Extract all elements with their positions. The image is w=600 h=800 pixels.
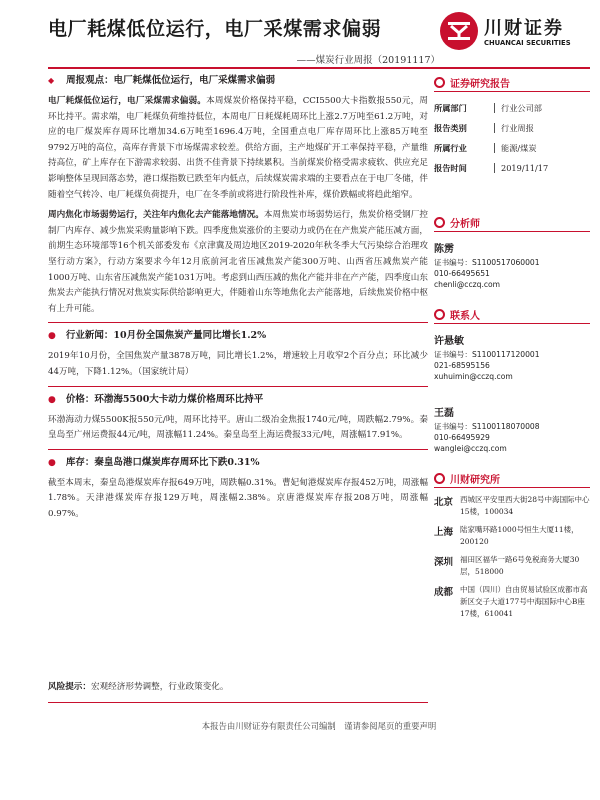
section-title: 价格：环渤海5500大卡动力煤价格周环比持平 xyxy=(65,393,264,405)
analyst-name: 陈雳 xyxy=(434,244,454,255)
analyst-cert: 证书编号：S1100517060001 xyxy=(434,258,540,267)
analyst-email[interactable]: chenli@cczq.com xyxy=(434,280,501,289)
contact-cert: 证书编号：S1100118070008 xyxy=(434,422,540,431)
paragraph-inventory: 截至本周末，秦皇岛港煤炭库存报649万吨，周跌幅0.31%。曹妃甸港煤炭库存报452万吨，周涨幅1.78%。天津港煤炭库存报129万吨，周涨幅2.38%。京唐港煤炭库存报208万吨，周涨幅0.97%。 xyxy=(48,477,428,519)
contact-name: 王磊 xyxy=(434,408,454,419)
section-news xyxy=(48,329,428,343)
info-row: 所属部门 行业公司部 xyxy=(434,103,542,113)
bullet-icon: ● xyxy=(48,457,56,468)
header-divider xyxy=(48,67,590,69)
section-inventory xyxy=(48,456,428,470)
contact-phone: 021-68595156 xyxy=(434,361,490,370)
main-column xyxy=(48,74,428,527)
office-item: 北京 西城区平安里西大街28号中海国际中心15楼，100034 xyxy=(434,495,590,516)
contact-name: 许悬敏 xyxy=(434,336,464,347)
sidebar-heading-analyst: 分析师 xyxy=(434,214,590,232)
paragraph-coke: 周内焦化市场弱势运行，关注年内焦化去产能落地情况。本周焦炭市场弱势运行，焦炭价格受钢厂控制厂内库存、减少焦炭采购量影响下跌。四季度焦炭涨价的主要动力或仍在在产焦炭产能压减方面，前期生态环境部等16个机关部委发布《京津冀及周边地区2019-2020年秋冬季大气污染综合治理攻坚行动方案》，行动方案要求今年12月底前河北省压减焦炭产能300万吨、山西省压减焦炭产能1000万吨、山东省压减焦炭产能1031万吨。考虑到山西压减的焦化产能并非在产产能，四季度山东焦炭去产能执行情况对焦炭实际供给影响更大，伴随着山东等地焦化去产能落地，后续焦炭价格中枢有上升可能。 xyxy=(48,210,428,314)
bullet-icon: ● xyxy=(48,331,56,342)
section-title: 库存：秦皇岛港口煤炭库存周环比下跌0.31% xyxy=(65,456,260,468)
section-divider xyxy=(48,386,428,387)
section-divider xyxy=(48,322,428,323)
paragraph-news: 2019年10月份，全国焦炭产量3878万吨，同比增长1.2%，增速较上月收窄2个百分点；环比减少44万吨，下降1.12%。（国家统计局） xyxy=(48,351,428,377)
sidebar-heading-report: 证券研究报告 xyxy=(434,74,590,92)
info-row: 报告时间 2019/11/17 xyxy=(434,163,549,173)
sidebar-heading-office: 川财研究所 xyxy=(434,470,590,488)
section-divider xyxy=(48,449,428,450)
risk-warning: 风险提示：宏观经济形势调整，行业政策变化。 xyxy=(48,682,229,692)
office-item: 上海 陆家嘴环路1000号恒生大厦11楼，200120 xyxy=(434,525,579,546)
diamond-bullet-icon: ◆ xyxy=(48,76,55,85)
office-item: 成都 中国（四川）自由贸易试验区成都市高新区交子大道177号中海国际中心B座17楼，610041 xyxy=(434,585,588,618)
section-price xyxy=(48,393,428,407)
info-row: 所属行业 能源/煤炭 xyxy=(434,143,537,153)
report-subtitle: ——煤炭行业周报（20191117） xyxy=(296,55,440,66)
contact-cert: 证书编号：S1100117120001 xyxy=(434,350,540,359)
paragraph-price: 环渤海动力煤5500K报550元/吨，周环比持平。唐山二级冶金焦报1740元/吨，周跌幅2.79%。秦皇岛至广州运费报44元/吨，周涨幅11.24%。秦皇岛至上海运费报33元/吨，周涨幅17.91%。 xyxy=(48,414,428,441)
footer-disclaimer: 本报告由川财证券有限责任公司编制 谨请参阅尾页的重要声明 xyxy=(201,721,437,731)
sidebar-heading-contact: 联系人 xyxy=(434,306,590,324)
paragraph-coal: 电厂耗煤低位运行，电厂采煤需求偏弱。本周煤炭价格保持平稳，CCI5500大卡指数报550元，周环比持平。需求端，电厂耗煤负荷维持低位，本周电厂日耗煤耗周环比上涨2.7万吨至61.2万吨，对应的电厂煤炭库存周环比增加34.6万吨至1696.4万吨，全国重点电厂库存周环比上涨85万吨至9792万吨的高位，高库存背景下市场煤需求较差。供给方面，主产地煤矿开工率保持平稳，产量维持高位，矿上库存在下游需求较弱、出货不佳背景下持续累积。当前煤炭价格受需求疲软、供应充足影响整体呈现回落态势，港口煤指数已跌至年内低点，后续煤炭需求端的主要看点在于电厂冬储，伴随着空气转冷、电厂耗煤负荷提升，电厂在冬季前或将进行阶段性补库，煤价跌幅或将趋此缩窄。 xyxy=(48,96,428,200)
analyst-phone: 010-66495651 xyxy=(434,269,490,278)
office-item: 深圳 福田区福华一路6号免税商务大厦30层，518000 xyxy=(434,555,580,576)
circle-icon xyxy=(434,473,445,484)
company-logo xyxy=(440,8,590,60)
section-title: 周报观点：电厂耗煤低位运行，电厂采煤需求偏弱 xyxy=(66,75,276,86)
contact-phone: 010-66495929 xyxy=(434,433,490,442)
circle-icon xyxy=(434,217,445,228)
contact-email[interactable]: xuhuimin@cczq.com xyxy=(434,372,513,381)
section-viewpoint xyxy=(48,74,428,88)
report-title: 电厂耗煤低位运行，电厂采煤需求偏弱 xyxy=(48,18,382,40)
contact-email[interactable]: wanglei@cczq.com xyxy=(434,444,507,453)
section-title: 行业新闻：10月份全国焦炭产量同比增长1.2% xyxy=(65,330,267,342)
circle-icon xyxy=(434,77,445,88)
sidebar xyxy=(434,74,590,620)
circle-icon xyxy=(434,309,445,320)
info-row: 报告类别 行业周报 xyxy=(434,123,534,133)
bullet-icon: ● xyxy=(48,394,56,405)
logo-mark-icon xyxy=(440,12,478,50)
footer-divider xyxy=(48,702,428,703)
logo-name: 川财证券 xyxy=(484,18,564,39)
logo-english: CHUANCAI SECURITIES xyxy=(484,39,571,47)
